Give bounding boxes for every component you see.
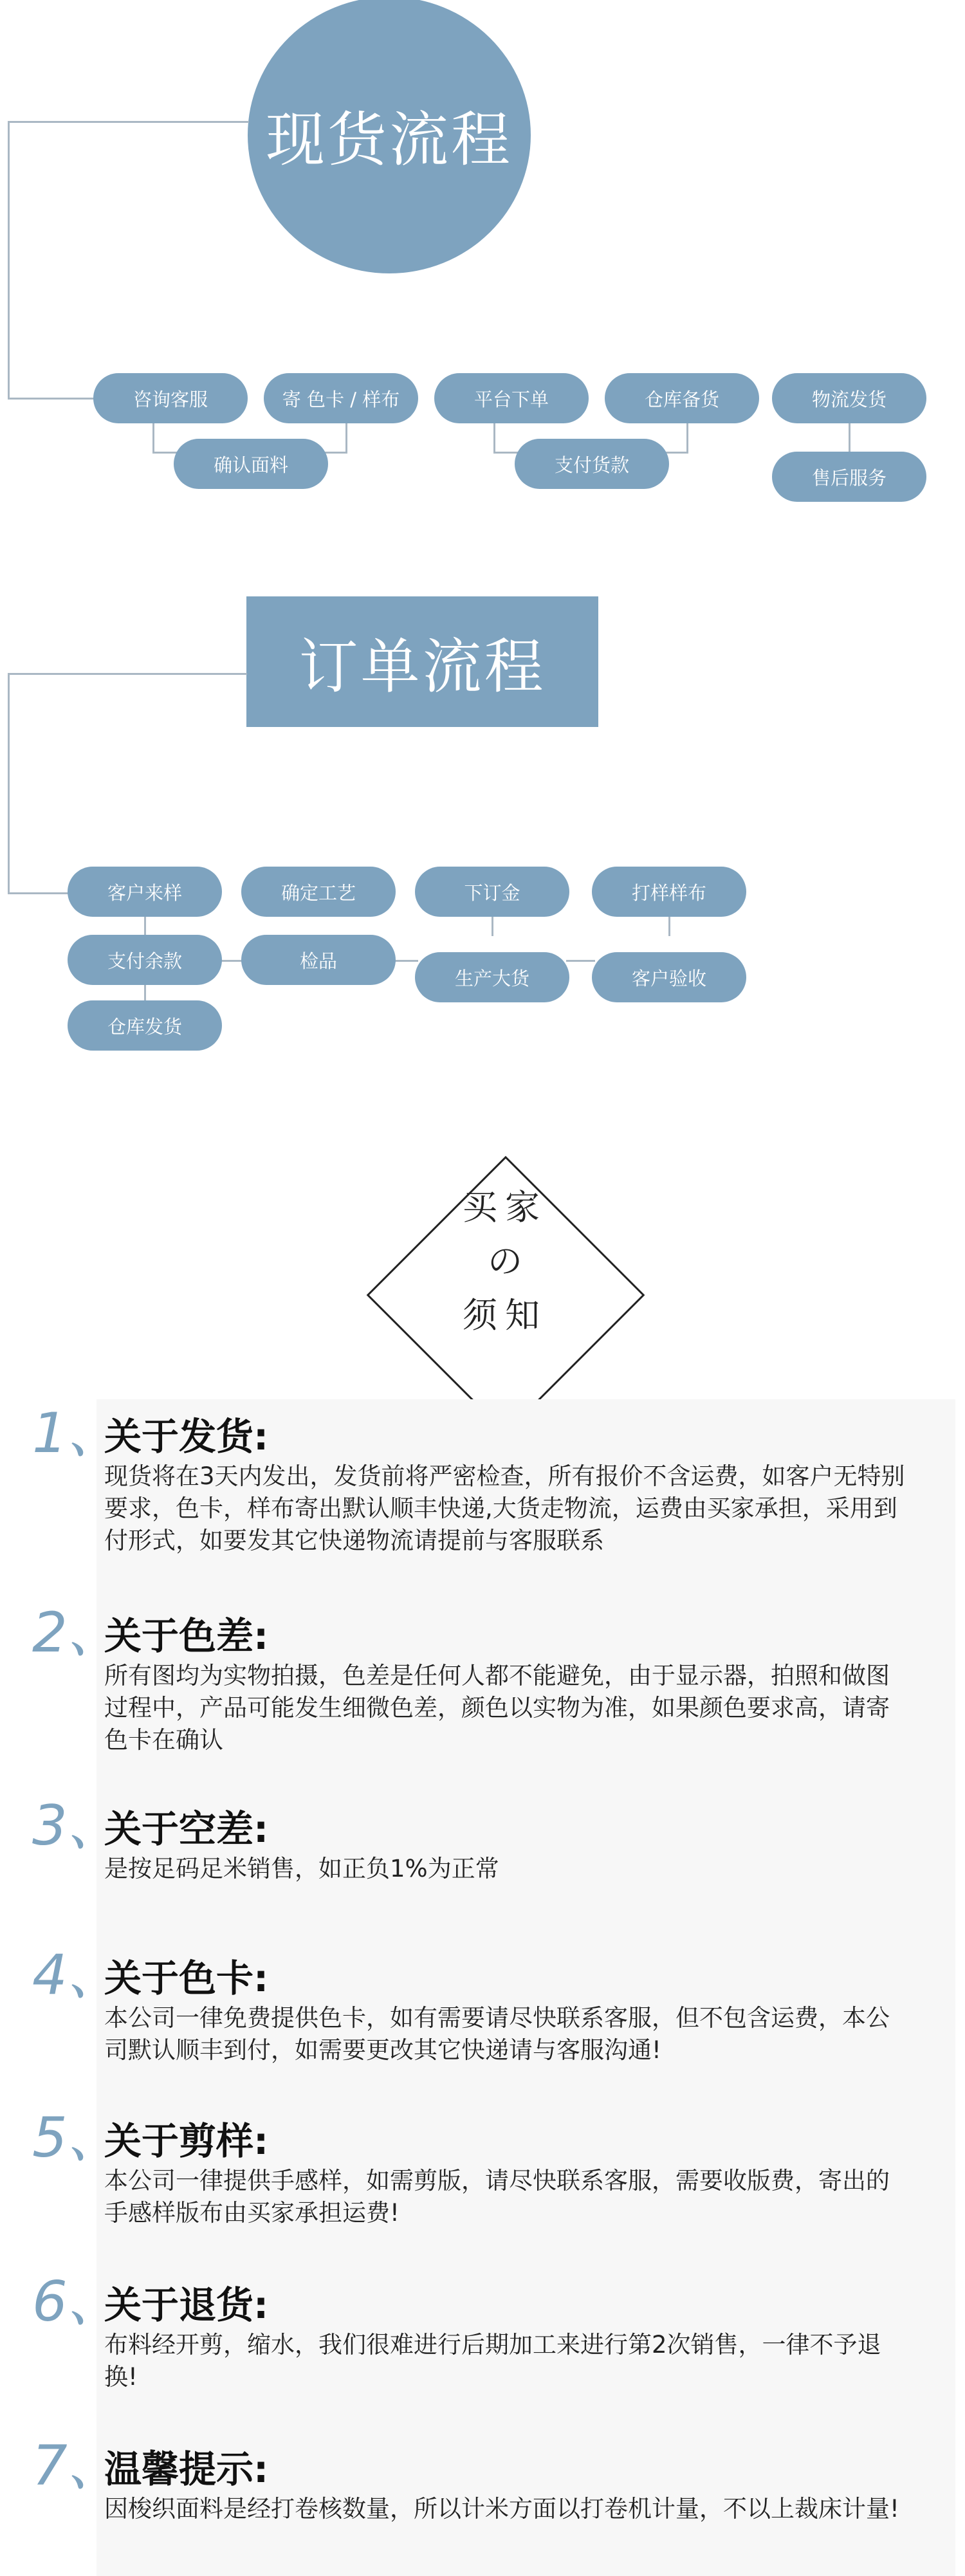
order-flow-connector [144, 985, 146, 1002]
note-title: 关于色差: [104, 1614, 269, 1658]
spot-flow-connector [8, 121, 249, 123]
spot-step-logistics: 物流发货 [772, 373, 926, 423]
order-flow-connector [668, 917, 670, 936]
buyer-notice-text [412, 1181, 598, 1343]
order-flow-connector [492, 917, 493, 936]
note-number: 1、 [32, 1401, 123, 1466]
buyer-notice-line1: 买家 [463, 1187, 547, 1228]
note-title: 温馨提示: [104, 2447, 269, 2491]
order-step-deposit: 下订金 [415, 867, 569, 917]
spot-step-consult: 咨询客服 [93, 373, 248, 423]
spot-flow-title-circle [248, 0, 531, 273]
spot-flow-connector [345, 423, 347, 453]
order-step-mass-production: 生产大货 [415, 952, 569, 1002]
order-flow-connector [8, 892, 69, 894]
order-flow-connector [219, 960, 244, 962]
spot-sub-confirm-fabric: 确认面料 [174, 439, 328, 489]
spot-flow-connector [8, 398, 95, 400]
spot-flow-connector [493, 423, 495, 453]
note-body: 因梭织面料是经打卷核数量，所以计米方面以打卷机计量，不以上裁床计量! [104, 2495, 899, 2523]
order-step-balance-payment: 支付余款 [68, 935, 222, 985]
order-step-confirm-process: 确定工艺 [241, 867, 396, 917]
order-step-customer-sample: 客户来样 [68, 867, 222, 917]
spot-flow-title: 现货流程 [265, 106, 513, 174]
order-flow-connector [566, 960, 595, 962]
note-body: 是按足码足米销售，如正负1%为正常 [104, 1855, 499, 1882]
spot-step-place-order: 平台下单 [434, 373, 589, 423]
spot-sub-pay: 支付货款 [515, 439, 669, 489]
spot-step-send-swatch: 寄 色卡 / 样布 [264, 373, 418, 423]
note-title: 关于剪样: [104, 2119, 269, 2163]
note-number: 7、 [32, 2434, 123, 2498]
order-flow-connector [392, 960, 418, 962]
note-number: 2、 [32, 1601, 123, 1665]
order-step-inspection: 检品 [241, 935, 396, 985]
order-step-customer-acceptance: 客户验收 [592, 952, 746, 1002]
buyer-notice-line3: 须知 [463, 1295, 547, 1336]
order-flow-connector [144, 917, 146, 936]
order-flow-connector [8, 673, 10, 894]
note-body: 现货将在3天内发出，发货前将严密检查，所有报价不含运费，如客户无特别要求，色卡，样布寄出默认顺丰快递,大货走物流，运费由买家承担，采用到付形式，如要发其它快递物流请提前与客服联系 [104, 1462, 905, 1554]
spot-flow-connector [8, 121, 10, 399]
spot-flow-connector [849, 423, 850, 454]
order-flow-connector [8, 673, 247, 675]
order-step-proofing: 打样样布 [592, 867, 746, 917]
order-flow-title-box [246, 596, 598, 727]
note-body: 本公司一律提供手感样，如需剪版，请尽快联系客服，需要收版费，寄出的手感样版布由买家承担运费! [104, 2167, 890, 2227]
note-title: 关于空差: [104, 1807, 269, 1851]
spot-sub-after-sales: 售后服务 [772, 452, 926, 502]
note-number: 5、 [32, 2106, 123, 2170]
order-step-warehouse-ship: 仓库发货 [68, 1000, 222, 1051]
order-flow-title: 订单流程 [299, 632, 546, 701]
note-body: 本公司一律免费提供色卡，如有需要请尽快联系客服，但不包含运费，本公司默认顺丰到付，如需要更改其它快递请与客服沟通! [104, 2004, 890, 2064]
note-title: 关于发货: [104, 1415, 269, 1458]
note-number: 4、 [32, 1943, 123, 2007]
note-body: 布料经开剪，缩水，我们很难进行后期加工来进行第2次销售，一律不予退换! [104, 2331, 881, 2391]
buyer-notice-line2: の [488, 1241, 522, 1282]
note-number: 3、 [32, 1794, 123, 1858]
spot-flow-connector [686, 423, 688, 453]
spot-flow-connector [152, 423, 154, 453]
note-body: 所有图均为实物拍摄，色差是任何人都不能避免，由于显示器，拍照和做图过程中，产品可能发生细微色差，颜色以实物为准，如果颜色要求高，请寄色卡在确认 [104, 1662, 890, 1754]
note-title: 关于色卡: [104, 1956, 269, 2000]
spot-step-warehouse-prep: 仓库备货 [605, 373, 759, 423]
note-title: 关于退货: [104, 2283, 269, 2327]
note-number: 6、 [32, 2270, 123, 2334]
